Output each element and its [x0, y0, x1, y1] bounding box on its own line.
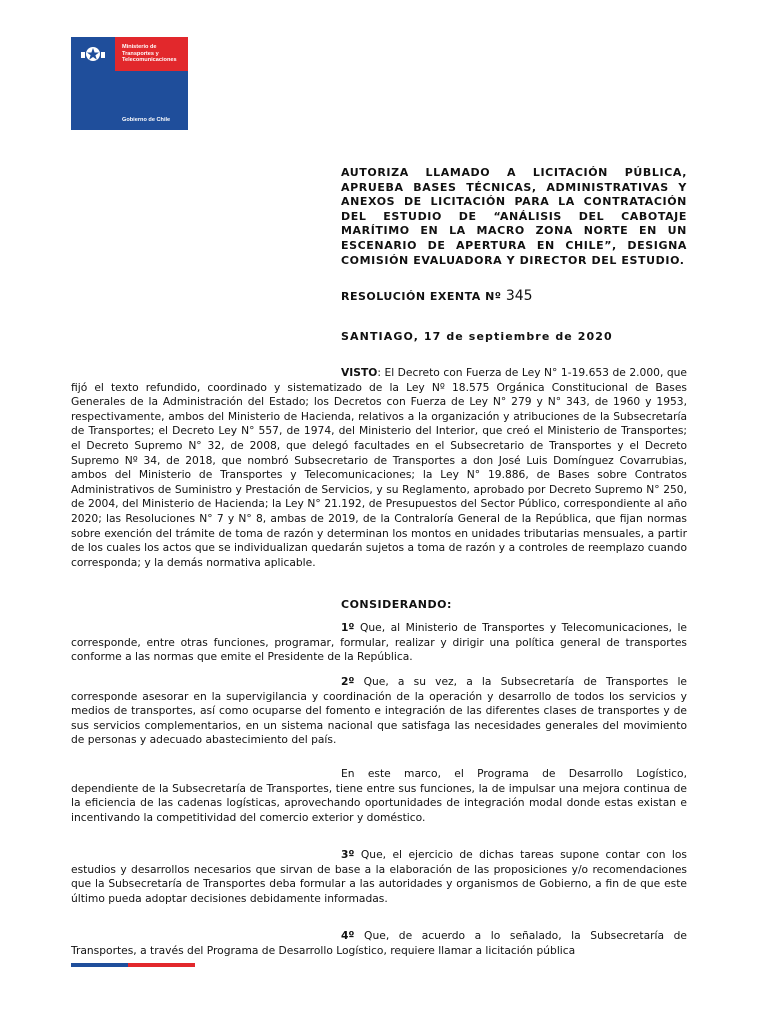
resolution-number-line: [341, 288, 533, 304]
footer-color-bar: [71, 963, 195, 967]
visto-paragraph: [71, 366, 687, 570]
gobierno-label: Gobierno de Chile: [122, 117, 171, 123]
considerando-number: 3º: [341, 848, 355, 861]
footer-red-segment: [128, 963, 195, 967]
considerando-number: 2º: [341, 675, 355, 688]
considerando-number: 4º: [341, 929, 355, 942]
coat-of-arms-icon: [80, 44, 106, 64]
ministry-line-3: Telecomunicaciones: [122, 57, 177, 64]
ministry-logo: [71, 37, 188, 130]
ministry-name: [122, 44, 186, 64]
considerando-text: Que, de acuerdo a lo señalado, la Subsecretaría de Transportes, a través del Programa de Desarrollo Logístico, requiere llamar a licitación pública: [71, 929, 687, 957]
considerando-paragraph: [71, 929, 687, 958]
resolution-title: AUTORIZA LLAMADO A LICITACIÓN PÚBLICA, APRUEBA BASES TÉCNICAS, ADMINISTRATIVAS Y ANEXOS DE LICITACIÓN PARA LA CONTRATACIÓN DEL ESTUDIO DE “ANÁLISIS DEL CABOTAJE MARÍTIMO EN LA MACRO ZONA NORTE EN UN ESCENARIO DE APERTURA EN CHILE”, DESIGNA COMISIÓN EVALUADORA Y DIRECTOR DEL ESTUDIO.: [341, 166, 687, 267]
considerando-text: Que, a su vez, a la Subsecretaría de Transportes le corresponde asesorar en la supervigilancia y coordinación de la operación y desarrollo de todos los servicios y medios de transportes, así como ocuparse del fomento e integración de las diferentes clases de transportes y de sus servicios complementarios, en un sistema nacional que satisfaga las necesidades generales del movimiento de personas y adecuado abastecimiento del país.: [71, 675, 687, 747]
considerando-text: En este marco, el Programa de Desarrollo Logístico, dependiente de la Subsecretaría de Transportes, tiene entre sus funciones, la de impulsar una mejora continua de la eficiencia de las cadenas logísticas, aprovechando oportunidades de integración modal donde estas existan e incentivando la competitividad del comercio exterior y doméstico.: [71, 767, 687, 824]
considerando-paragraph: [71, 675, 687, 748]
considerando-text: Que, al Ministerio de Transportes y Telecomunicaciones, le corresponde, entre otras funciones, programar, formular, realizar y dirigir una política general de transportes conforme a las normas que emite el Presidente de la República.: [71, 621, 687, 664]
place-date: SANTIAGO, 17 de septiembre de 2020: [341, 330, 613, 343]
resolution-number: 345: [505, 288, 533, 304]
resolution-label: RESOLUCIÓN EXENTA Nº: [341, 290, 502, 303]
footer-blue-segment: [71, 963, 128, 967]
considerando-heading: CONSIDERANDO:: [341, 598, 452, 611]
considerando-paragraph: [71, 767, 687, 825]
considerando-paragraph: [71, 621, 687, 665]
considerando-text: Que, el ejercicio de dichas tareas supone contar con los estudios y desarrollos necesarios que sirvan de base a la elaboración de las proposiciones y/o recomendaciones que la Subsecretaría de Transportes deba formular a las autoridades y organismos de Gobierno, a fin de que este último pueda adoptar decisiones debidamente informadas.: [71, 848, 687, 905]
visto-text: : El Decreto con Fuerza de Ley N° 1-19.653 de 2.000, que fijó el texto refundido, coordinado y sistematizado de la Ley Nº 18.575 Orgánica Constitucional de Bases Generales de la Administración del Estado; los Decretos con Fuerza de Ley N° 279 y N° 343, de 1960 y 1953, respectivamente, ambos del Ministerio de Hacienda, relativos a la organización y atribuciones de la Subsecretaría de Transportes; el Decreto Ley N° 557, de 1974, del Ministerio del Interior, que creó el Ministerio de Transportes; el Decreto Supremo N° 32, de 2008, que delegó facultades en el Subsecretario de Transportes y el Decreto Supremo Nº 34, de 2018, que nombró Subsecretario de Transportes a don José Luis Domínguez Covarrubias, ambos del Ministerio de Transportes y Telecomunicaciones; la Ley N° 19.886, de Bases sobre Contratos Administrativos de Suministro y Prestación de Servicios, y su Reglamento, aprobado por Decreto Supremo N° 250, de 2004, del Ministerio de Hacienda; la Ley N° 21.192, de Presupuestos del Sector Público, correspondiente al año 2020; las Resoluciones N° 7 y N° 8, ambas de 2019, de la Contraloría General de la República, que fijan normas sobre exención del trámite de toma de razón y determinan los montos en unidades tributarias mensuales, a partir de los cuales los actos que se individualizan quedarán sujetos a toma de razón y a controles de reemplazo cuando corresponda; y la demás normativa aplicable.: [71, 366, 687, 569]
ministry-line-2: Transportes y: [122, 50, 159, 57]
ministry-line-1: Ministerio de: [122, 44, 157, 50]
considerando-paragraph: [71, 848, 687, 906]
visto-lead: VISTO: [341, 366, 378, 379]
considerando-number: 1º: [341, 621, 355, 634]
